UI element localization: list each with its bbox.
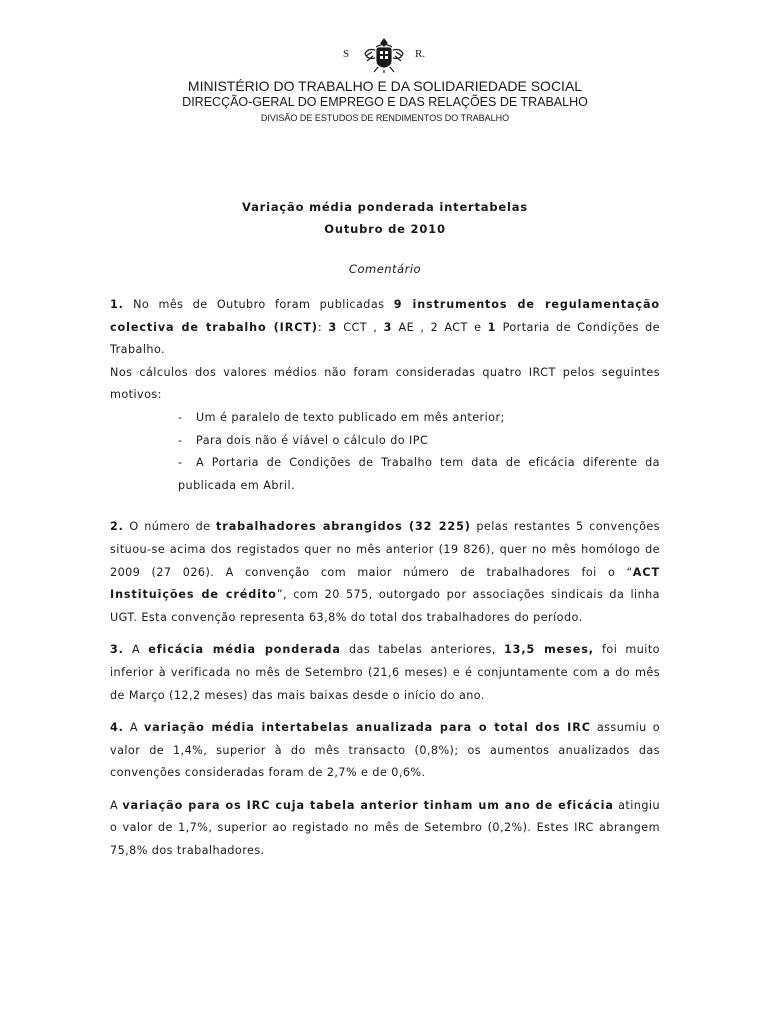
text-run: CCT , <box>337 320 384 334</box>
bold-run: trabalhadores abrangidos (32 225) <box>216 520 471 534</box>
crest-header <box>0 36 770 76</box>
text-run: assumiu o valor de 1,4%, superior à do mês transacto (0,8%); os aumentos anualizados das convenções consideradas foram de 2,7% e de 0,6%. <box>110 721 660 780</box>
title-line-2: Outubro de 2010 <box>324 222 446 236</box>
list-item <box>110 452 660 497</box>
bold-run: eficácia média ponderada <box>148 643 341 657</box>
text-run: das tabelas anteriores, <box>340 643 504 657</box>
bold-run: 3 <box>328 320 338 334</box>
title-line-1: Variação média ponderada intertabelas <box>242 200 528 214</box>
text-run: ”, com 20 575, outorgado por associações sindicais da linha UGT. Esta convenção representa 63,8% do total dos trabalhadores do período. <box>110 588 660 624</box>
coat-of-arms-icon <box>362 38 406 74</box>
reasons-list <box>110 407 660 497</box>
list-item-text: Para dois não é viável o cálculo do IPC <box>196 433 429 447</box>
section-2-paragraph <box>110 516 660 629</box>
section-number: 2. <box>110 520 124 534</box>
bold-run: 13,5 meses, <box>503 643 594 657</box>
list-dash: - <box>178 456 183 470</box>
text-run: pelas restantes 5 convenções situou-se acima dos registados quer no mês anterior (19 826), quer no mês homólogo de 2009 (27 026). A convenção com maior número de trabalhadores foi o “ <box>110 520 660 579</box>
list-dash: - <box>178 410 183 424</box>
list-item-text: Um é paralelo de texto publicado em mês anterior; <box>196 410 505 424</box>
text-run: foi muito inferior à verificada no mês de Setembro (21,6 meses) e é conjuntamente com a do mês de Março (12,2 meses) das mais baixas desde o início do ano. <box>110 643 660 702</box>
ministry-header <box>0 78 770 125</box>
crest-letter-right: R. <box>415 48 426 60</box>
bold-run: 9 instrumentos de regulamentação colectiva de trabalho (IRCT) <box>110 298 661 334</box>
document-title <box>0 196 770 240</box>
section-1-reasons-intro: Nos cálculos dos valores médios não foram consideradas quatro IRCT pelos seguintes motivos: <box>110 365 660 402</box>
text-run: Portaria de Condições de Trabalho. <box>110 320 660 357</box>
text-run: No mês de Outubro foram publicadas <box>123 298 394 311</box>
text-run: atingiu o valor de 1,7%, superior ao registado no mês de Setembro (0,2%). Estes IRC abrangem 75,8% dos trabalhadores. <box>110 798 661 858</box>
list-item <box>110 430 660 453</box>
bold-run: variação média intertabelas anualizada para o total dos IRC <box>143 721 591 735</box>
bold-run: 1 <box>487 320 497 334</box>
text-run: A <box>123 643 149 657</box>
bold-run: ACT Instituições de crédito <box>110 565 660 602</box>
bold-run: 3 <box>383 320 393 334</box>
section-4-second-paragraph <box>110 795 660 863</box>
crest-letter-left: S <box>343 48 350 60</box>
list-dash: - <box>178 433 183 447</box>
document-body <box>110 294 660 863</box>
text-run: A <box>123 721 144 735</box>
section-number: 3. <box>110 643 124 657</box>
document-subtitle: Comentário <box>348 262 422 276</box>
section-1-paragraph <box>110 294 660 362</box>
text-run: AE , 2 ACT e <box>392 320 488 334</box>
division-name: DIVISÃO DE ESTUDOS DE RENDIMENTOS DO TRABALHO <box>260 113 510 123</box>
ministry-name: MINISTÉRIO DO TRABALHO E DA SOLIDARIEDADE SOCIAL <box>187 78 583 94</box>
text-run: : <box>317 320 329 334</box>
text-run: O número de <box>123 520 217 534</box>
section-3-paragraph <box>110 639 660 707</box>
text-run: A <box>110 798 123 812</box>
directorate-name: DIRECÇÃO-GERAL DO EMPREGO E DAS RELAÇÕES DE TRABALHO <box>182 95 588 109</box>
bold-run: variação para os IRC cuja tabela anterior tinham um ano de eficácia <box>122 798 614 812</box>
list-item-text: A Portaria de Condições de Trabalho tem data de eficácia diferente da publicada em Abril. <box>178 456 660 492</box>
list-item <box>110 407 660 430</box>
section-number: 4. <box>110 721 124 735</box>
section-4-paragraph <box>110 717 660 785</box>
section-number: 1. <box>110 298 124 311</box>
